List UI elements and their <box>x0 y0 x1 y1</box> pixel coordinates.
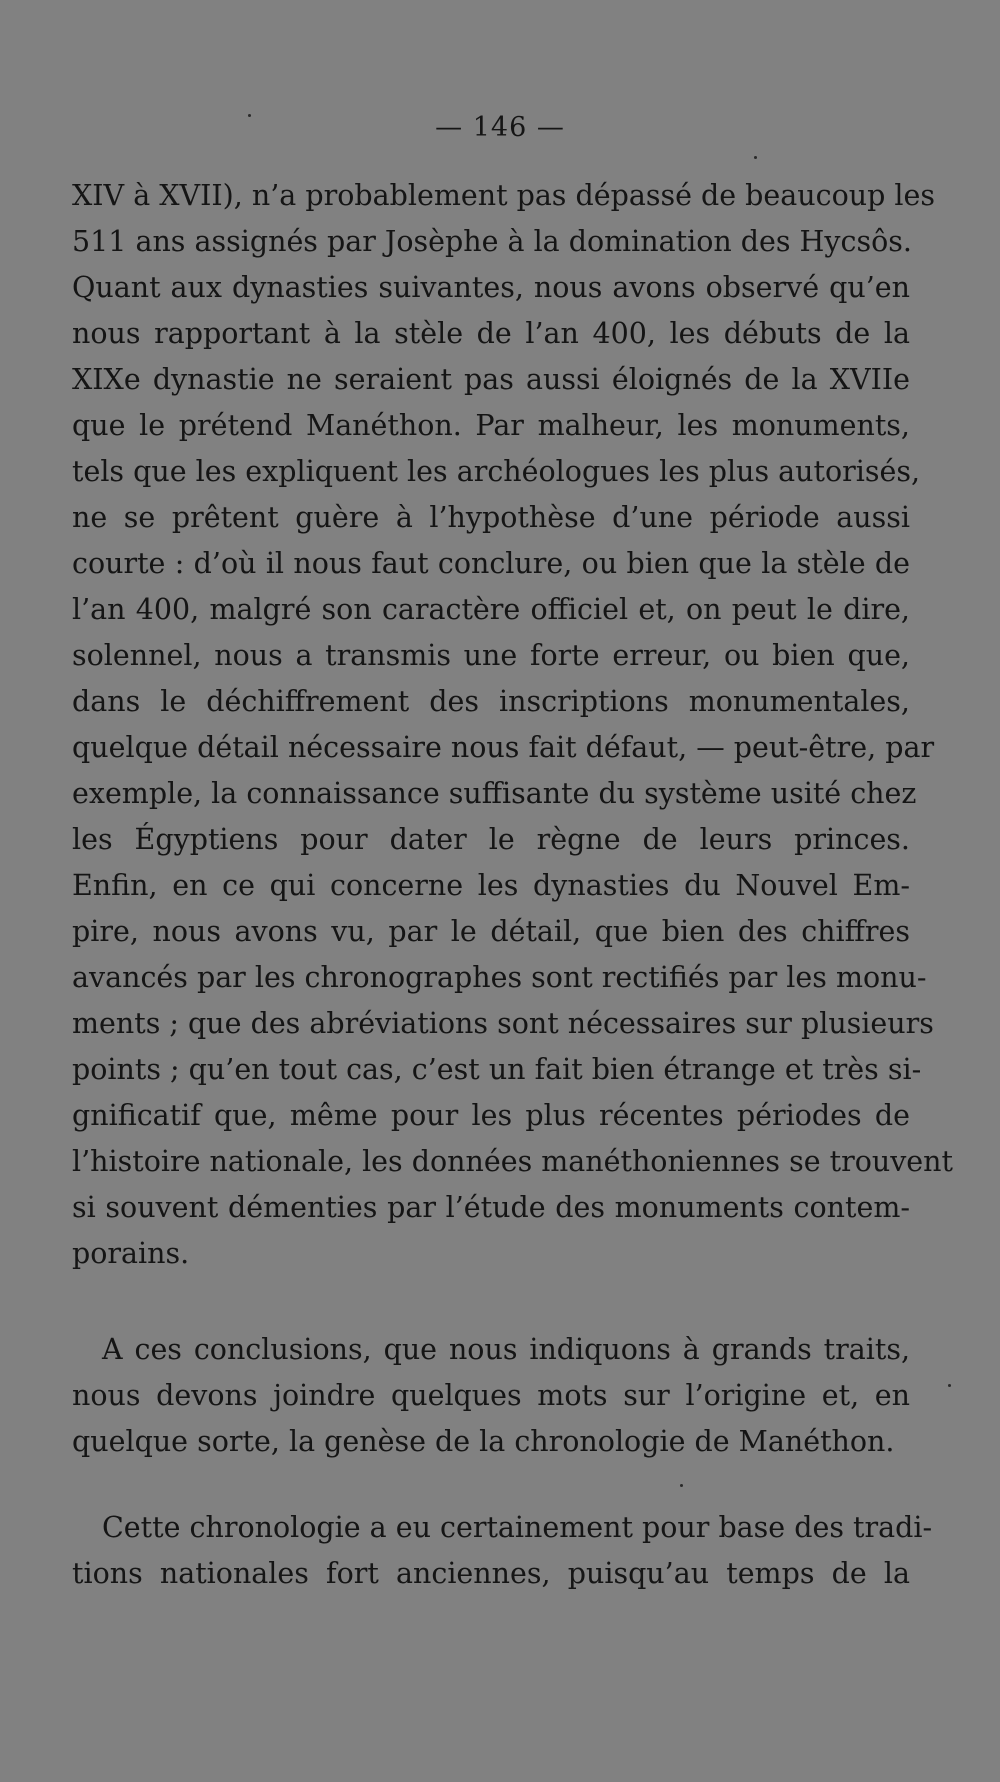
text-line: Enfin, en ce qui concerne les dynasties du Nouvel Em- <box>72 869 910 902</box>
scan-speck <box>248 114 251 117</box>
text-line: nous rapportant à la stèle de l’an 400, les débuts de la <box>72 317 910 350</box>
text-line: porains. <box>72 1237 190 1270</box>
text-line: ments ; que des abréviations sont nécessaires sur plusieurs <box>72 1007 934 1040</box>
text-line: courte : d’où il nous faut conclure, ou bien que la stèle de <box>72 547 910 580</box>
text-line: points ; qu’en tout cas, c’est un fait bien étrange et très si- <box>72 1053 922 1086</box>
text-line: XIXe dynastie ne seraient pas aussi éloignés de la XVIIe <box>72 363 910 396</box>
scan-speck <box>680 1484 683 1487</box>
text-line: pire, nous avons vu, par le détail, que bien des chiffres <box>72 915 910 948</box>
text-line: tels que les expliquent les archéologues les plus autorisés, <box>72 455 921 488</box>
text-line: quelque détail nécessaire nous fait défaut, — peut-être, par <box>72 731 935 764</box>
text-line: l’histoire nationale, les données manéthoniennes se trouvent <box>72 1145 953 1178</box>
text-line: A ces conclusions, que nous indiquons à grands traits, <box>102 1333 910 1366</box>
text-line: si souvent démenties par l’étude des monuments contem- <box>72 1191 910 1224</box>
scan-speck <box>754 156 757 159</box>
text-line: nous devons joindre quelques mots sur l’origine et, en <box>72 1379 910 1412</box>
text-line: l’an 400, malgré son caractère officiel et, on peut le dire, <box>72 593 910 626</box>
text-line: avancés par les chronographes sont rectifiés par les monu- <box>72 961 927 994</box>
text-line: ne se prêtent guère à l’hypothèse d’une période aussi <box>72 501 910 534</box>
text-line: exemple, la connaissance suffisante du système usité chez <box>72 777 917 810</box>
text-line: Quant aux dynasties suivantes, nous avons observé qu’en <box>72 271 910 304</box>
text-line: gnificatif que, même pour les plus récentes périodes de <box>72 1099 910 1132</box>
text-line: quelque sorte, la genèse de la chronologie de Manéthon. <box>72 1425 895 1458</box>
text-line: Cette chronologie a eu certainement pour base des tradi- <box>102 1511 933 1544</box>
text-line: tions nationales fort anciennes, puisqu’au temps de la <box>72 1557 910 1590</box>
text-line: dans le déchiffrement des inscriptions monumentales, <box>72 685 910 718</box>
text-line: 511 ans assignés par Josèphe à la domination des Hycsôs. <box>72 225 912 258</box>
page-number: — 146 — <box>435 112 565 143</box>
text-line: XIV à XVII), n’a probablement pas dépassé de beaucoup les <box>72 179 936 212</box>
text-line: les Égyptiens pour dater le règne de leurs princes. <box>72 823 910 856</box>
text-line: solennel, nous a transmis une forte erreur, ou bien que, <box>72 639 910 672</box>
text-line: que le prétend Manéthon. Par malheur, les monuments, <box>72 409 910 442</box>
scan-speck <box>948 1384 951 1387</box>
